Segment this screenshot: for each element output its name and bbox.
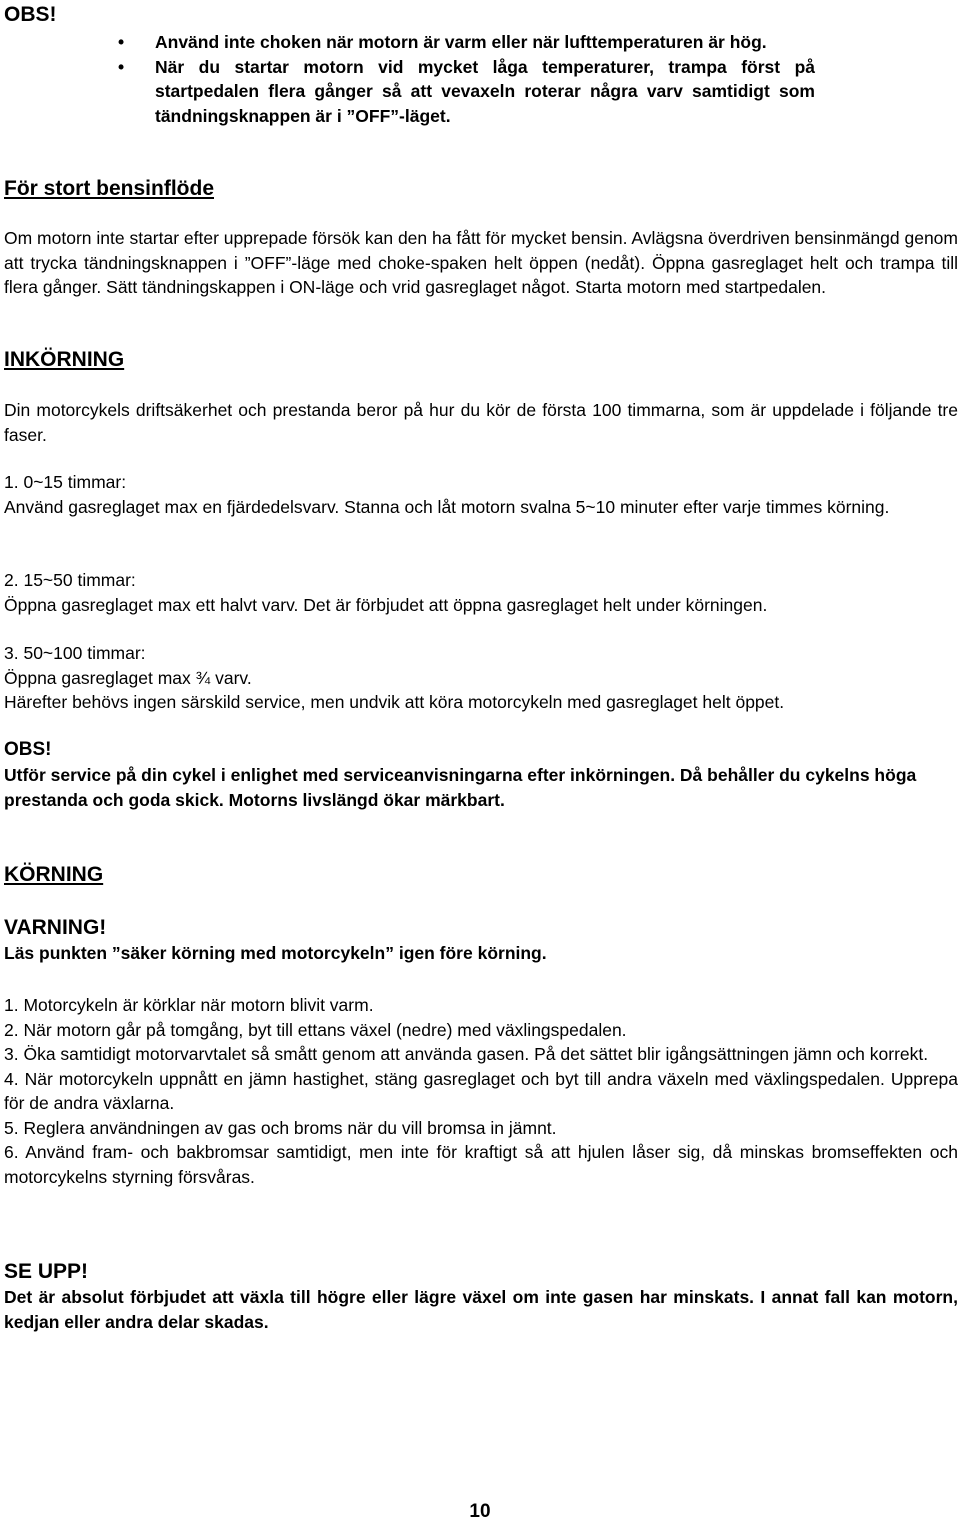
step-item: 3. Öka samtidigt motorvarvtalet så smått genom att använda gasen. På det sättet blir igångsättningen jämn och korrekt. [4, 1044, 929, 1064]
step-item: 6. Använd fram- och bakbromsar samtidigt, men inte för kraftigt så att hjulen låser sig, då minskas bromseffekten och motorcykelns styrning försvåras. [4, 1142, 958, 1187]
phase-title: 1. 0~15 timmar: [4, 472, 127, 492]
phase-title: 2. 15~50 timmar: [4, 570, 136, 590]
inkorning-obs [4, 737, 958, 812]
korning-warning [4, 915, 958, 966]
flooding-body: Om motorn inte startar efter upprepade försök kan den ha fått för mycket bensin. Avlägsna överdriven bensinmängd genom att trycka tändningsknappen i ”OFF”-läge med choke-spaken helt öppen (nedåt). Öppna gasreglaget helt och trampa till flera gånger. Sätt tändningskappen i ON-läge och vrid gasreglaget något. Starta motorn med startpedalen. [4, 228, 958, 297]
phase-1 [4, 470, 958, 519]
phase-text: Öppna gasreglaget max ett halvt varv. Det är förbjudet att öppna gasreglaget helt under körningen. [4, 594, 768, 615]
warning-heading: VARNING! [4, 916, 107, 939]
flooding-heading: För stort bensinflöde [4, 177, 214, 200]
step-item: 5. Reglera användningen av gas och broms när du vill bromsa in jämnt. [4, 1117, 557, 1138]
step-item: 1. Motorcykeln är körklar när motorn blivit varm. [4, 995, 374, 1015]
inkorning-obs-text: Utför service på din cykel i enlighet med serviceanvisningarna efter inkörningen. Då behåller du cykelns höga prestanda och goda skick. Motorns livslängd ökar märkbart. [4, 765, 917, 810]
warning-text: Läs punkten ”säker körning med motorcykeln” igen före körning. [4, 943, 547, 963]
inkorning-section [4, 347, 958, 373]
inkorning-intro: Din motorcykels driftsäkerhet och prestanda beror på hur du kör de första 100 timmarna, som är uppdelade i följande tre faser. [4, 400, 958, 445]
korning-steps [4, 993, 958, 1189]
se-upp-section [4, 1259, 958, 1334]
korning-section [4, 862, 958, 888]
step-item: 2. När motorn går på tomgång, byt till ettans växel (nedre) med växlingspedalen. [4, 1019, 627, 1040]
bullet-icon: • [118, 32, 125, 52]
bullet-item: • När du startar motorn vid mycket låga temperaturer, trampa först på startpedalen flera gånger så att vevaxeln roterar några varv samtidigt som tändningsknappen är i ”OFF”-läget. [118, 56, 815, 126]
phase-3 [4, 641, 958, 715]
bullet-item: • Använd inte choken när motorn är varm eller när lufttemperaturen är hög. [4, 30, 824, 55]
bullet-icon: • [118, 56, 125, 77]
phase-title: 3. 50~100 timmar: [4, 643, 146, 663]
obs-bullets [4, 30, 824, 128]
after-text: Härefter behövs ingen särskild service, men undvik att köra motorcykeln med gasreglaget helt öppet. [4, 692, 785, 712]
phase-text: Öppna gasreglaget max ¾ varv. [4, 667, 252, 688]
page-number: 10 [469, 1501, 491, 1522]
korning-heading: KÖRNING [4, 863, 104, 886]
inkorning-heading: INKÖRNING [4, 348, 125, 371]
inkorning-obs-heading: OBS! [4, 739, 52, 760]
se-upp-heading: SE UPP! [4, 1260, 89, 1283]
se-upp-text: Det är absolut förbjudet att växla till högre eller lägre växel om inte gasen har minskats. I annat fall kan motorn, kedjan eller andra delar skadas. [4, 1287, 958, 1332]
phase-text: Använd gasreglaget max en fjärdedelsvarv. Stanna och låt motorn svalna 5~10 minuter efter varje timmes körning. [4, 496, 890, 517]
flooding-section [4, 176, 958, 202]
obs-heading: OBS! [4, 3, 57, 26]
obs-section [4, 2, 958, 28]
phase-2 [4, 568, 958, 617]
step-item: 4. När motorcykeln uppnått en jämn hastighet, stäng gasreglaget och byt till andra växeln med växlingspedalen. Upprepa för de andra växlarna. [4, 1068, 958, 1113]
